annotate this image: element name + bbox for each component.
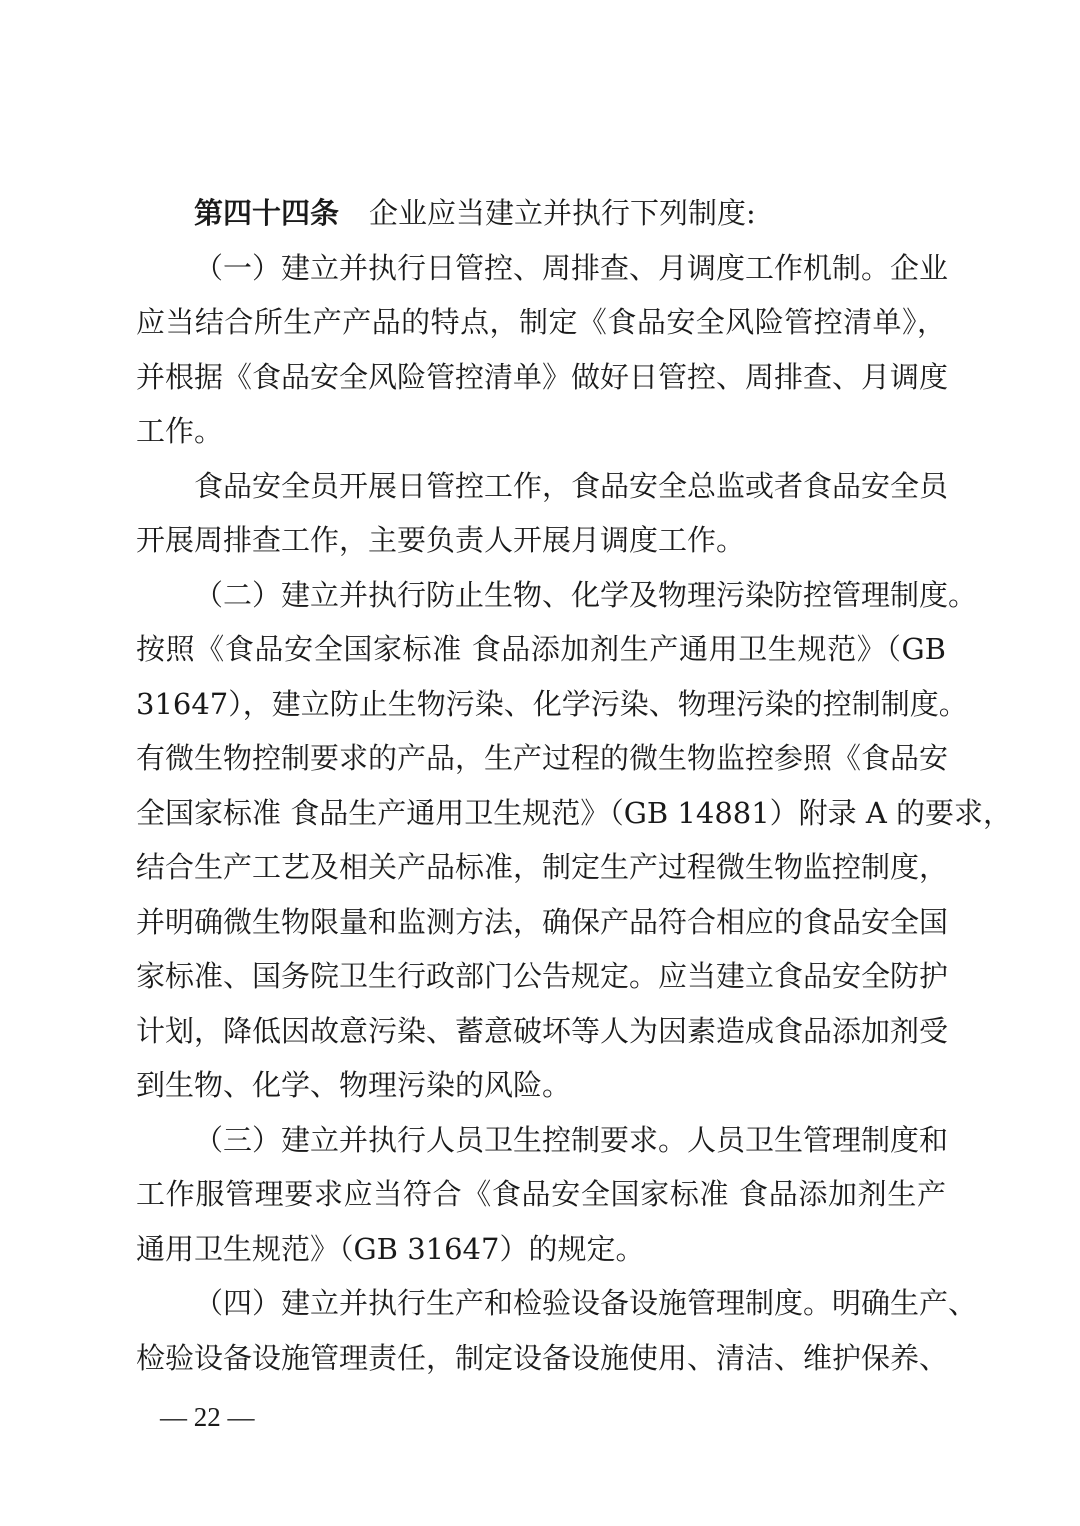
paragraph-line: 工作服管理要求应当符合《食品安全国家标准 食品添加剂生产 [136,1177,946,1211]
paragraph-line: 并根据《食品安全风险管控清单》做好日管控、周排查、月调度 [136,359,949,394]
paragraph-line: 计划，降低因故意污染、蓄意破坏等人为因素造成食品添加剂受 [136,1013,949,1048]
paragraph-line: 31647），建立防止生物污染、化学污染、物理污染的控制制度。 [136,686,968,721]
article-heading [136,186,946,241]
article-intro: 企业应当建立并执行下列制度: [369,196,756,230]
paragraph-line: （四）建立并执行生产和检验设备设施管理制度。明确生产、 [194,1286,978,1320]
paragraph-line: 并明确微生物限量和监测方法，确保产品符合相应的食品安全国 [136,904,949,939]
paragraph-line: 检验设备设施管理责任，制定设备设施使用、清洁、维护保养、 [136,1340,949,1375]
paragraph-line: 应当结合所生产产品的特点，制定《食品安全风险管控清单》， [136,305,946,339]
article-number: 第四十四条 [194,196,340,230]
paragraph-line: 结合生产工艺及相关产品标准，制定生产过程微生物监控制度， [136,850,949,884]
paragraph-line: 按照《食品安全国家标准 食品添加剂生产通用卫生规范》（GB [136,632,946,666]
paragraph-line: 食品安全员开展日管控工作，食品安全总监或者食品安全员 [194,468,949,503]
paragraph-line: 有微生物控制要求的产品，生产过程的微生物监控参照《食品安 [136,741,949,775]
regulation-body [136,186,1013,1385]
paragraph-line: （二）建立并执行防止生物、化学及物理污染防控管理制度。 [194,577,978,612]
page-number: — 22 — [160,1402,255,1432]
paragraph-line: 通用卫生规范》（GB 31647）的规定。 [136,1231,645,1266]
paragraph-line: （三）建立并执行人员卫生控制要求。人员卫生管理制度和 [194,1122,949,1157]
paragraph-line: 到生物、化学、物理污染的风险。 [136,1068,572,1102]
paragraph-line: 全国家标准 食品生产通用卫生规范》（GB 14881）附录 A 的要求， [136,795,1013,830]
paragraph-line: （一）建立并执行日管控、周排查、月调度工作机制。企业 [194,250,949,285]
paragraph-line: 工作。 [136,414,224,448]
paragraph-line: 开展周排查工作，主要负责人开展月调度工作。 [136,523,746,557]
paragraph-line: 家标准、国务院卫生行政部门公告规定。应当建立食品安全防护 [136,959,949,993]
